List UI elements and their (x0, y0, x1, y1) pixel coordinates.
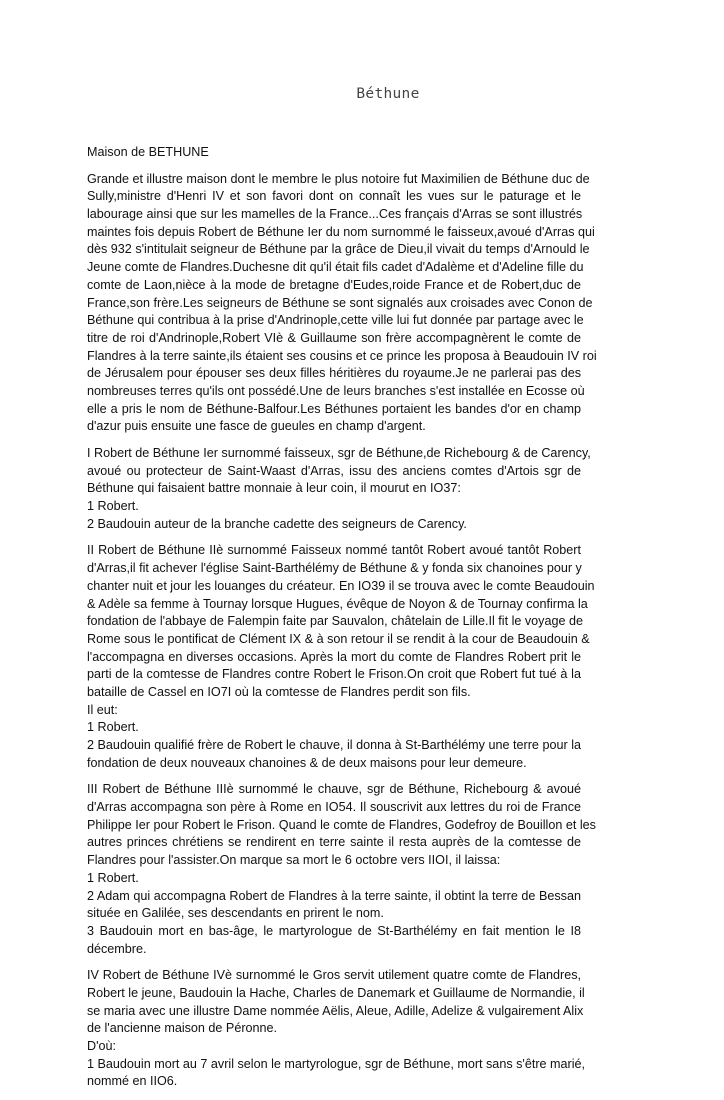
paragraph (87, 542, 595, 772)
text-line: avoué ou protecteur de Saint-Waast d'Arras, issu des anciens comtes d'Artois sgr de (87, 463, 581, 478)
text-line: nommé en IIO6. (87, 1074, 178, 1089)
text-line: décembre. (87, 941, 147, 956)
text-line: maintes fois depuis Robert de Béthune Ier du nom surnommé le faisseux,avoué d'Arras qui (87, 224, 595, 239)
text-line: de l'ancienne maison de Péronne. (87, 1021, 278, 1036)
text-line: II Robert de Béthune IIè surnommé Faisseux nommé tantôt Robert avoué tantôt Robert (87, 543, 581, 558)
text-line: fondation de l'abbaye de Falempin faite par Sauvalon, châtelain de Lille.Il fit le voyage de (87, 614, 583, 629)
paragraph (87, 967, 586, 1091)
text-line: bataille de Cassel en IO7I où la comtesse de Flandres perdit son fils. (87, 684, 471, 699)
text-line: fondation de deux nouveaux chanoines & de deux maisons pour leur demeure. (87, 755, 527, 770)
text-line: l'accompagna en diverses occasions. Après la mort du comte de Flandres Robert prit le (87, 649, 581, 664)
text-line: chanter nuit et jour les louanges du créateur. En IO39 il se trouva avec le comte Beaudouin (87, 578, 595, 593)
text-line: titre de roi d'Andrinople,Robert VIè & Guillaume son frère accompagnèrent le comte de (87, 330, 581, 345)
text-line: 2 Baudouin qualifié frère de Robert le chauve, il donna à St-Barthélémy une terre pour la (87, 738, 581, 752)
text-line: labourage ainsi que sur les mamelles de la France...Ces français d'Arras se sont illustrés (87, 207, 583, 222)
text-line: France,son frère.Les seigneurs de Béthune se sont signalés aux croisades avec Conon de (87, 295, 593, 310)
text-line: située en Galilée, ses descendants en prirent le nom. (87, 906, 384, 921)
heading-text: Maison de BETHUNE (87, 145, 209, 159)
text-line: nombreuses terres qu'ils ont possédé.Une de leurs branches s'est installée en Ecosse où (87, 383, 585, 398)
text-line: dès 932 s'intitulait seigneur de Béthune par la grâce de Dieu,il vivait du temps d'Arnould le (87, 242, 590, 257)
text-line: de Jérusalem pour épouser ses deux filles héritières du royaume.Je ne parlerai pas des (87, 366, 581, 381)
text-line: Jeune comte de Flandres.Duchesne dit qu'il était fils cadet d'Adalème et d'Adeline fille du (87, 260, 584, 275)
text-line: 1 Robert. (87, 870, 139, 885)
text-line: 3 Baudouin mort en bas-âge, le martyrologue de St-Barthélémy en fait mention le I8 (87, 923, 581, 938)
text-line: Robert le jeune, Baudouin la Hache, Charles de Danemark et Guillaume de Normandie, il (87, 985, 585, 1000)
text-line: 2 Baudouin auteur de la branche cadette des seigneurs de Carency. (87, 516, 467, 531)
text-line: Il eut: (87, 702, 118, 717)
text-line: elle a pris le nom de Béthune-Balfour.Les Béthunes portaient les bandes d'or en champ (87, 401, 581, 416)
section-heading (87, 144, 581, 162)
paragraph (87, 781, 596, 958)
text-line: III Robert de Béthune IIIè surnommé le chauve, sgr de Béthune, Richebourg & avoué (87, 782, 581, 797)
text-line: autres princes chrétiens se rendirent en terre sainte il resta auprès de la comtesse de (87, 835, 581, 850)
text-line: D'où: (87, 1039, 117, 1053)
text-line: se maria avec une illustre Dame nommée Aëlis, Aleue, Adille, Adelize & vulgairement Alix (87, 1003, 584, 1018)
text-line: d'Arras accompagna son père à Rome en IO54. Il souscrivit aux lettres du roi de France (87, 800, 581, 815)
text-line: Flandres pour l'assister.On marque sa mort le 6 octobre vers IIOI, il laissa: (87, 853, 501, 868)
text-line: d'azur puis ensuite une fasce de gueules en champ d'argent. (87, 419, 426, 434)
document-body (87, 144, 597, 1100)
text-line: 1 Baudouin mort au 7 avril selon le martyrologue, sgr de Béthune, mort sans s'être marié, (87, 1056, 586, 1071)
text-line: & Adèle sa femme à Tournay lorsque Hugues, évêque de Noyon & de Tournay confirma la (87, 596, 588, 611)
document-title: Béthune (356, 86, 420, 102)
text-line: 2 Adam qui accompagna Robert de Flandres à la terre sainte, il obtint la terre de Bessan (87, 888, 581, 903)
text-line: parti de la comtesse de Flandres contre Robert le Frison.On croit que Robert fut tué à la (87, 667, 581, 682)
text-line: 1 Robert. (87, 499, 139, 514)
paragraph (87, 171, 597, 436)
text-line: comte de Laon,nièce à la mode de bretagne d'Eudes,roide France et de Robert,duc de (87, 277, 581, 292)
text-line: Philippe Ier pour Robert le Frison. Quand le comte de Flandres, Godefroy de Bouillon et les (87, 817, 596, 832)
text-line: d'Arras,il fit achever l'église Saint-Barthélémy de Béthune & y fonda six chanoines pour y (87, 561, 582, 576)
text-line: IV Robert de Béthune IVè surnommé le Gros servit utilement quatre comte de Flandres, (87, 968, 581, 983)
paragraph (87, 445, 591, 533)
text-line: Flandres à la terre sainte,ils étaient ses cousins et ce prince les proposa à Beaudouin IV roi (87, 348, 597, 363)
text-line: Sully,ministre d'Henri IV et son favori dont on connaît les vues sur le paturage et le (87, 189, 581, 204)
text-line: I Robert de Béthune Ier surnommé faisseux, sgr de Béthune,de Richebourg & de Carency, (87, 446, 591, 460)
text-line: Grande et illustre maison dont le membre le plus notoire fut Maximilien de Béthune duc de (87, 171, 590, 186)
text-line: Béthune qui contribua à la prise d'Andrinople,cette ville lui fut donnée par partage avec le (87, 313, 584, 328)
text-line: Rome sous le pontificat de Clément IX & à son retour il se rendit à la cour de Beaudouin & (87, 631, 590, 646)
text-line: Béthune qui faisaient battre monnaie à leur coin, il mourut en IO37: (87, 481, 461, 496)
text-line: 1 Robert. (87, 720, 139, 735)
